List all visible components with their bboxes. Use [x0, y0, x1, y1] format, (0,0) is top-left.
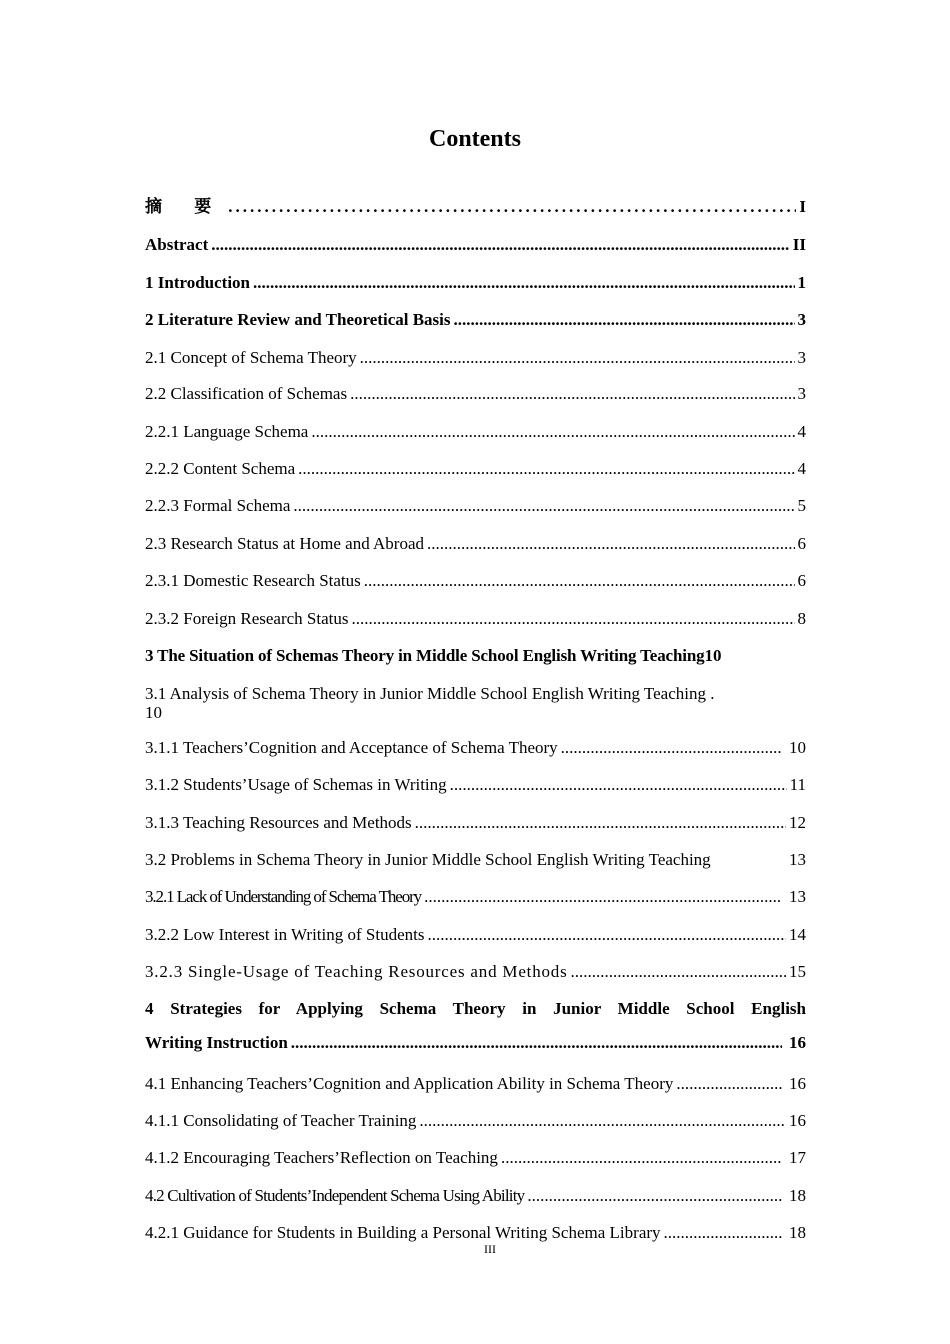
toc-entry-label: 3.1.2 Students’Usage of Schemas in Writing	[145, 775, 447, 794]
toc-entry-4-line2	[145, 1031, 806, 1055]
toc-entry-label: 4.1 Enhancing Teachers’Cognition and Application Ability in Schema Theory	[145, 1074, 674, 1093]
toc-leader-dots	[360, 346, 795, 370]
toc-leader-dots	[350, 382, 794, 406]
toc-entry-page: 3	[797, 384, 806, 403]
toc-entry-3[interactable]	[145, 644, 806, 668]
toc-entry-label-cont: Writing Instruction	[145, 1033, 288, 1052]
toc-leader-dots	[298, 457, 794, 481]
toc-entry-label: 2.1 Concept of Schema Theory	[145, 348, 357, 367]
toc-entry-label: 2.2.3 Formal Schema	[145, 496, 291, 515]
toc-leader-dots	[450, 773, 787, 797]
toc-leader-dots	[228, 195, 796, 219]
toc-leader-dots	[427, 532, 794, 556]
toc-entry-page: 10	[145, 703, 162, 722]
toc-entry-2[interactable]	[145, 308, 806, 332]
toc-entry-page: I	[799, 197, 806, 216]
toc-entry-abstract[interactable]	[145, 233, 806, 257]
toc-entry-1[interactable]	[145, 271, 806, 295]
toc-entry-label: 3.2.2 Low Interest in Writing of Students	[145, 925, 425, 944]
toc-entry-label: 3 The Situation of Schemas Theory in Middle School English Writing Teaching	[145, 646, 705, 665]
toc-entry-2-3-1[interactable]	[145, 569, 806, 593]
toc-entry-label: 3.2.3 Single-Usage of Teaching Resources and Methods	[145, 962, 568, 981]
toc-entry-label: 4 Strategies for Applying Schema Theory in Junior Middle School English	[145, 999, 806, 1018]
toc-entry-label: 3.1 Analysis of Schema Theory in Junior Middle School English Writing Teaching .	[145, 684, 715, 703]
toc-entry-label: Abstract	[145, 235, 209, 254]
toc-entry-3-2-3[interactable]	[145, 960, 806, 984]
toc-entry-page: 14	[789, 925, 806, 944]
toc-leader-dots	[352, 607, 795, 631]
toc-entry-4[interactable]	[145, 997, 806, 1055]
toc-entry-page: 16	[789, 1033, 806, 1052]
toc-entry-label: 3.2.1 Lack of Understanding of Schema Theory	[145, 887, 422, 906]
toc-entry-label: 4.1.2 Encouraging Teachers’Reflection on Teaching	[145, 1148, 498, 1167]
toc-leader-dots	[291, 1031, 782, 1055]
toc-entry-label: 3.1.1 Teachers’Cognition and Acceptance of Schema Theory	[145, 738, 558, 757]
page-number: III	[484, 1242, 496, 1256]
toc-entry-3-1-3[interactable]	[145, 811, 806, 835]
toc-leader-dots	[364, 569, 795, 593]
toc-entry-page: 1	[797, 273, 806, 292]
toc-entry-3-1[interactable]	[145, 684, 806, 722]
toc-entry-page: 13	[789, 850, 806, 869]
toc-entry-page: 17	[789, 1148, 806, 1167]
toc-entry-page: 4	[797, 422, 806, 441]
toc-entry-3-2-2[interactable]	[145, 923, 806, 947]
toc-entry-label: 2.2.1 Language Schema	[145, 422, 309, 441]
toc-entry-label: 2.3 Research Status at Home and Abroad	[145, 534, 425, 553]
toc-entry-page: 10	[704, 646, 722, 665]
toc-entry-label: 3.1.3 Teaching Resources and Methods	[145, 813, 412, 832]
toc-entry-2-3[interactable]	[145, 532, 806, 556]
toc-entry-page: 3	[797, 310, 806, 329]
toc-entry-label: 2 Literature Review and Theoretical Basis	[145, 310, 451, 329]
toc-leader-dots	[415, 811, 786, 835]
toc-leader-dots	[676, 1072, 782, 1096]
toc-entry-page: 12	[789, 813, 806, 832]
toc-entry-label: 3.2 Problems in Schema Theory in Junior Middle School English Writing Teaching	[145, 850, 711, 869]
toc-leader-dots	[454, 308, 795, 332]
toc-entry-2-3-2[interactable]	[145, 607, 806, 631]
toc-entry-2-2-2[interactable]	[145, 457, 806, 481]
toc-entry-label: 4.2 Cultivation of Students’Independent Schema Using Ability	[145, 1186, 525, 1205]
toc-entry-page: 4	[797, 459, 806, 478]
toc-entry-page: 10	[789, 738, 806, 757]
toc-leader-dots	[527, 1184, 782, 1208]
toc-entry-page: II	[792, 235, 806, 254]
toc-entry-2-2[interactable]	[145, 382, 806, 406]
toc-entry-page: 8	[797, 609, 806, 628]
toc-leader-dots	[427, 923, 786, 947]
toc-entry-page: 6	[797, 571, 806, 590]
toc-leader-dots	[253, 271, 794, 295]
toc-entry-page: 5	[797, 496, 806, 515]
toc-leader-dots	[501, 1146, 782, 1170]
toc-entry-4-1-2[interactable]	[145, 1146, 806, 1170]
toc-entry-label: 2.3.1 Domestic Research Status	[145, 571, 361, 590]
toc-leader-dots	[211, 233, 790, 257]
toc-entry-label: 1 Introduction	[145, 273, 251, 292]
toc-entry-4-1[interactable]	[145, 1072, 806, 1096]
toc-entry-label: 2.3.2 Foreign Research Status	[145, 609, 349, 628]
toc-entry-2-2-1[interactable]	[145, 420, 806, 444]
toc-entry-label: 2.2 Classification of Schemas	[145, 384, 348, 403]
toc-leader-dots	[311, 420, 794, 444]
toc-entry-page: 3	[797, 348, 806, 367]
toc-entry-page: 15	[789, 962, 806, 981]
toc-entry-label: 摘 要	[145, 197, 226, 216]
toc-leader-dots	[424, 885, 782, 909]
toc-entry-3-1-2[interactable]	[145, 773, 806, 797]
toc-entry-4-1-1[interactable]	[145, 1109, 806, 1133]
toc-entry-page: 13	[789, 887, 806, 906]
toc-entry-4-2[interactable]	[145, 1184, 806, 1208]
toc-leader-dots	[571, 960, 786, 984]
toc-entry-3-2-1[interactable]	[145, 885, 806, 909]
toc-entry-abstract-cn[interactable]	[145, 195, 806, 219]
toc-entry-page: 11	[789, 775, 806, 794]
toc-entry-label: 4.1.1 Consolidating of Teacher Training	[145, 1111, 417, 1130]
toc-entry-3-1-1[interactable]	[145, 736, 806, 760]
toc-leader-dots	[293, 494, 794, 518]
toc-entry-page: 16	[789, 1074, 806, 1093]
toc-leader-dots	[561, 736, 782, 760]
page-title: Contents	[428, 126, 521, 152]
toc-entry-3-2[interactable]	[145, 848, 806, 872]
toc-entry-label: 4.2.1 Guidance for Students in Building a Personal Writing Schema Library	[145, 1223, 661, 1242]
toc-entry-2-2-3[interactable]	[145, 494, 806, 518]
toc-entry-page: 16	[789, 1111, 806, 1130]
toc-entry-page: 18	[789, 1186, 806, 1205]
toc-entry-page: 18	[789, 1223, 806, 1242]
toc-leader-dots	[419, 1109, 786, 1133]
toc-entry-label: 2.2.2 Content Schema	[145, 459, 296, 478]
toc-entry-page: 6	[797, 534, 806, 553]
toc-entry-2-1[interactable]	[145, 346, 806, 370]
